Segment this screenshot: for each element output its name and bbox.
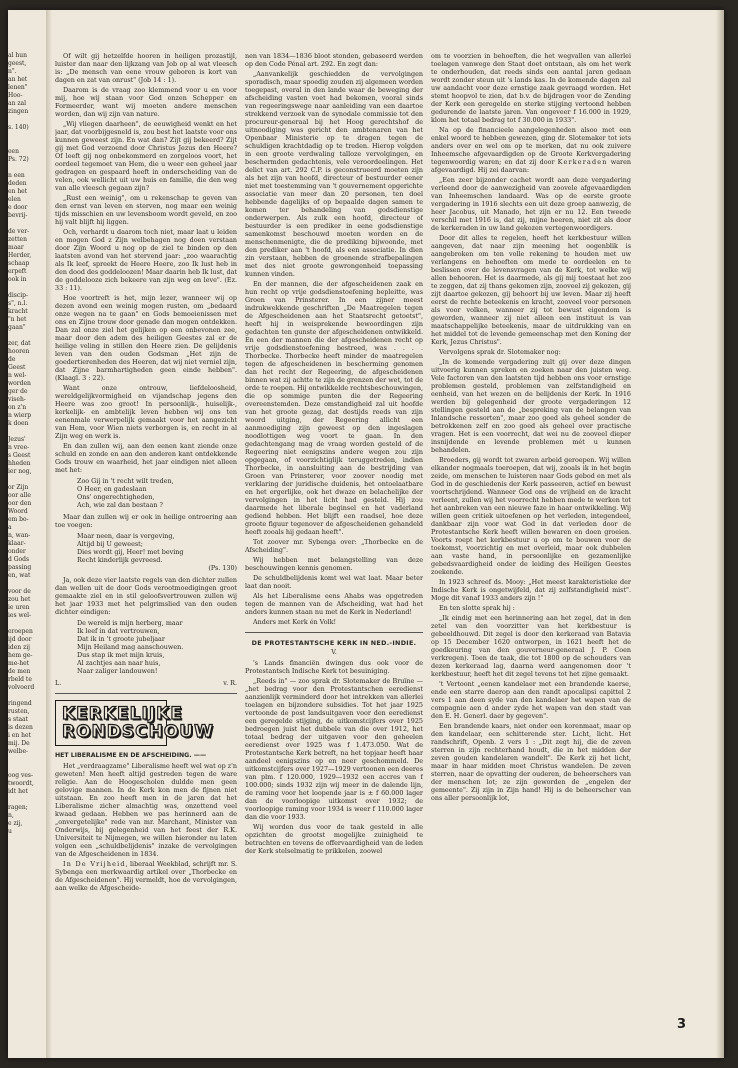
fragment-line: geest, [8, 60, 27, 67]
fragment-line: lenen" [8, 84, 28, 91]
poem-line: De wereld is mijn herberg, maar [77, 619, 183, 627]
poem-line: Mijn Heiland mag aanschouwen. [77, 643, 184, 651]
fragment-line: gaan" [8, 324, 26, 331]
fragment-line: oog ves- [8, 772, 34, 779]
masthead-line-1: KERKELIJKE [62, 704, 183, 724]
fragment-line: eroepen [8, 628, 33, 635]
fragment-line: de [8, 356, 16, 363]
fragment-line: or Zijn [8, 484, 29, 491]
fragment-line: Geest [8, 364, 26, 371]
fragment-line: ie uren [8, 604, 30, 611]
paragraph: Want onze ontrouw, liefdeloosheid, wereldgelijkvormigheid en vijandschap jegens den Heere was zoo groot! In persoonlijk-, huiselijk-, kerkelijk- en ambtelijk leven hebben wij ons ten eenenmale verwerpelijk gemaakt voor het aangezicht van Hem, voor Wien niets verborgen is, en recht in al Zijn weg en werk is. [55, 384, 237, 440]
fragment-line: e door [8, 204, 28, 211]
fragment-line [8, 428, 44, 436]
fragment-line: voor de [8, 588, 31, 595]
fragment-line: ier nog, [8, 468, 32, 475]
fragment-line: schaap [8, 260, 30, 267]
fragment-line: mij. De [8, 740, 30, 747]
fragment-line: idt het [8, 788, 28, 795]
paragraph: Het „verdraagzame" Liberalisme heeft wel wat op z'n geweten! Men heeft altijd gestreden tegen de ware religie. Aan de Hoogescholen duldde men geen gelovige mannen. In de Kerk kon men de fijnen niet uitstaan. En zoo heeft men in de jaren dat het Liberalisme zicher almachtig was, onzettend veel kwaad gedaan. Hebben we pas herinnerd aan de „onvergetelijke" rede van mr. Marchant, Minister van Onderwijs, bij gelegenheid van het feest der R.K. Universiteit te Nijmegen, we willen hieronder nu laten volgen een „schuldbelijdenis" inzake de vervolgingen van de Afgescheidenen in 1834. [55, 762, 237, 858]
fragment-line: rusten, [8, 708, 30, 715]
fragment-line: s Geest [8, 452, 31, 459]
fragment-line: de ver- [8, 228, 30, 235]
poem-stanza-1 [77, 477, 237, 509]
fragment-line: twoordt, [8, 780, 34, 787]
poem-line: Zoo Gij in 't recht wilt treden, [77, 477, 174, 485]
fragment-line: Ps. 72) [8, 156, 29, 163]
signature-initial: L. [55, 679, 62, 687]
paragraph: Ja, ook deze vier laatste regels van den dichter zullen dan wellen uit de door Gods verootmoedigingen groot gemaakte ziel en in stil geloofsvertrouwen zullen wij het jaar 1933 met het pelgrimslied van den ouden dichter eindigen: [55, 576, 237, 616]
fragment-line: en, wat [8, 572, 31, 579]
fragment-line: n". [8, 68, 17, 75]
fragment-line [8, 620, 44, 628]
paragraph: Door dit alles te regelen, heeft het kerkbestuur willen aangeven, dat naar zijn meening het oogenblik is aangebroken om ten volle rekening te houden met uw verlangens en behoeften om mede te oordeelen en te beslissen over de levensvragen van de Kerk, tot welke wij allen behooren. Het is daarmede, als gij mij toestaat het zoo te zeggen, dat zij thans gekomen zijn, zooveel zij gekozen, gij zijt daartoe gekozen, gij behoort bij uw leven. Maar zij heeft eerst de rechte beteekenis en kracht, zooveel voor personen als voor volken, wanneer zij tot bewust eigendom is geworden, wanneer zij niet alleen een instituut is van maatschappelijke beteekenis, maar de uitdrukking van en het middel tot de levende gemeenschap met den Koning der Kerk, Jezus Christus". [431, 234, 631, 346]
fragment-line: s staat [8, 716, 29, 723]
fragment-line: hheden [8, 460, 31, 467]
fragment-line: me-het [8, 660, 30, 667]
fragment-line: e zij, [8, 820, 23, 827]
paragraph: En ten slotte sprak hij : [439, 604, 515, 612]
fragment-line: u [8, 828, 12, 835]
divider [245, 632, 423, 633]
fragment-line: onder [8, 548, 26, 555]
paragraph: Broeders, gij wordt tot zwaren arbeid geroepen. Wij willen elkander nogmaals toeroepen, dat wij, zooals ik in het begin zeide, om menschen te luisteren naar Gods gebod en met als God in de geschiedenis der Kerk passeeren, actief en bewust voortschrijdend. Wanneer God ons de vrijheid en de kracht verleent, zullen wij het voorrecht hebben mede te werken tot het aanbreken van een nieuwe faze in haar ontwikkeling. Wij willen geen critiek uitoefenen op het verleden, integendeel, dankbaar zijn voor wat God in dat verleden door de Protestantsche Kerk heeft willen bewaren en doen groeien. Voorts roept het kerkbestuur u op om te bouwen voor de toekomst, voorzichtig en met overleid, maar ook dubbelen aan vaste hand, in persoonlijke en gezamenlijke gebedsvaardigheid onder de leiding des Heiligen Geestes zoekende. [431, 456, 631, 576]
fragment-line [8, 764, 44, 772]
fragment-line [8, 116, 44, 124]
fragment-line: klaar- [8, 540, 26, 547]
fragment-line: ragen; [8, 804, 28, 811]
author-signature [55, 679, 237, 687]
paragraph: Maar dan zullen wij er ook in heilige ontroering aan toe voegen: [55, 513, 237, 529]
fragment-line: n een [8, 172, 25, 179]
fragment-line: d Gods [8, 556, 30, 563]
poem-stanza-2 [77, 532, 237, 572]
previous-page-column-fragment [8, 52, 44, 1042]
fragment-line: is dezen [8, 724, 33, 731]
poem-line: Ik leef in dat vertrouwen, [77, 627, 160, 635]
page-edge-shadow [716, 10, 724, 1058]
paragraph: nen van 1834—1836 bloot stonden, gebaseerd werden op den Code Pénal art. 292. En zegt dan: [245, 52, 423, 68]
poem-line: Maar neen, daar is vergeving, [77, 532, 175, 540]
paragraph: De schuldbelijdenis komt wel wat laat. Maar beter laat dan nooit. [245, 574, 423, 590]
fragment-line: zer, dat [8, 340, 31, 347]
article-subheading: HET LIBERALISME EN DE AFSCHEIDING. —— [55, 752, 207, 759]
publication-name: In De Vrijheid [63, 860, 126, 868]
paragraph: Of wilt gij hetzelfde hooren in heiligen prozastijl, luister dan naar den lijkzang van Job op al wat vleesch is: „De mensch van eene vrouw geboren is kort van dagen en zat van onrust" (Job 14 : 1). [55, 52, 237, 84]
paragraph: Anders met Kerk én Volk! [253, 618, 337, 626]
paragraph: 's Lands financiën dwingen dus ook voor de Protestantsch Indische Kerk tot besuiniging. [245, 659, 423, 675]
fragment-line: n wel- [8, 372, 27, 379]
fragment-line: al hun [8, 52, 27, 59]
paragraph: „Aanvankelijk geschiedden de vervolgingen sporadisch, maar spoedig zouden zij algemeen worden toegepast, overal in den lande waar de beweging der afscheiding vasten voet had bekomen, vooral sinds van regeeringswege naar aanleiding van een daartoe strekkend verzoek van de synodale commissie tot den procureur-generaal bij het Hoog gerechtshof de uitnoodiging was gericht den ambtenaren van het Openbaar Ministerie op te dragen tegen de schuldigen krachtdadig op te treden. Hierop volgden in een groote verdwaling talloze vervolgingen, en beschermden gedachtenis, vele veroordeelingen. Het delict van art. 292 C.P. is geconstrueerd moeten zijn als het zijn van hoofd, directeur of bestuurder eener niet met toestemming van 't gouvernement opgerichte associatie van meer dan 20 personen, ten doel hebbende dagelijks of op bepaalde dagen samen te komen ter behandeling van godsdienstige onderwerpen. Als zulk een hoofd, directeur of bestuurder is een prediker in eene godsdienstige samenkomst beschouwd moeten worden en de menschenmenigte, die de prediking bijwoonde, met den prediker aan 't hoofd, als een associatie. In dien zin verstaan, hebben de groenende strafbepalingen met des niet groote gewrongenheid toepassing kunnen vinden. [245, 70, 423, 278]
fragment-line: an het [8, 76, 28, 83]
fragment-line [8, 476, 44, 484]
fragment-line [8, 332, 44, 340]
divider [55, 693, 237, 694]
paragraph: Hoe voortreft is het, mijn lezer, wanneer wij op dezen avond een weinig mogen rusten, om „bedaard onze wegen na te gaan" en Gods bemoeienissen met ons en Zijne trouw door genade dan mogen ontdekken. Dan zal onze ziel het gelijken op een onbevonen zee, maar door den adem des heiligen Geestes zal er de heilige veling in stillen den Heere zien. De gelijdenis leven van den ouden Godsman „Het zijn de goedertierenheden des Heeren, dat wij niet verniel zijn, dat Zijne barmhartigheden geen einde hebben". (Klaagl. 3 : 22). [55, 294, 237, 382]
article-part-number: V. [331, 648, 337, 656]
paragraph-text: waren afgevaardigd. Hij zei daarvan: [431, 158, 631, 174]
paragraph: om te voorzien in behoeften, die het wegvallen van allerlei toelagen vanwege den Staat doet ontstaan, als om het werk te onderhouden, dat reeds sinds een aantal jaren gedaan wordt zonder steun uit 's lands kas. In de komende dagen zal uw aandacht voor deze ernstige zaak gevraagd worden. Het stemt hoopvol te zien, dat b.v. de bijdragen voor de Zending der Kerk een geregelde en sterke stijging vertoond hebben gedurende de laatste jaren. Van ongeveer f 16.000 in 1929, klom het totaal bedrag tot f 30.000 in 1933". [431, 52, 631, 124]
fragment-line: Hoo- [8, 92, 23, 99]
fragment-line [8, 796, 44, 804]
poem-line: Dies wordt gij, Heer! met beving [77, 548, 184, 556]
fragment-line [8, 692, 44, 700]
fragment-line: hooren [8, 348, 30, 355]
fragment-line [8, 580, 44, 588]
paragraph: „Rust een weinig", om u rekenschap te geven van den ernst van leven en sterven, nog maar een weinig tijds misschien en uw levensboom wordt geveld, en zoo hij valt blijft hij liggen. [55, 194, 237, 226]
fragment-line: bevrij- [8, 212, 28, 219]
fragment-line: a [8, 524, 12, 531]
binding-fold [46, 10, 52, 1058]
fragment-line: n, [8, 812, 14, 819]
fragment-line [8, 164, 44, 172]
paragraph: Vervolgens sprak dr. Slotemaker nog: [439, 348, 561, 356]
paragraph-text: , liberaal Weekblad, schrijft mr. S. Sybenga een merkwaardig artikel over „Thorbecke en de Afgescheidenen". Hij vermeldt, hoe de vervolgingen, aan welke de Afgescheide- [55, 860, 237, 892]
fragment-line: viseh- [8, 396, 26, 403]
paragraph: „Ik eindig met een herinnering aan het zegel, dat in den zetel van den voorzitter van het kerkbestuur is gebeeldhouwd. Dit zegel is door den kerkeraad van Batavia op 15 December 1620 ontworpen, in 1621 heeft het de goedkeuring van den gouverneur-generaal J. P. Coen verkregen). Toen de taak, die tot 1800 op de schouders van dezen kerkeraad lag, daarna werd aangenomen door 't kerkbestuur, heeft het dit zegel tevens tot het zijne gemaakt. [431, 614, 631, 678]
fragment-line: Jezus' [8, 436, 26, 443]
fragment-line: s", n.l. [8, 300, 28, 307]
poem-citation: (Ps. 130) [208, 564, 237, 572]
fragment-line: erpeft [8, 268, 27, 275]
fragment-line: maar [8, 244, 24, 251]
fragment-line: worden [8, 380, 31, 387]
fragment-line [8, 756, 44, 764]
fragment-line: ook in [8, 276, 27, 283]
paragraph: En dan zullen wij, aan den eenen kant ziende onze schuld en zonde en aan den anderen kant ontdekkende Gods trouw en waarheid, het jaar eindigen niet alleen met het: [55, 442, 237, 474]
fragment-line: ringend [8, 700, 32, 707]
fragment-line: em bo- [8, 516, 29, 523]
column-1 [55, 52, 237, 1042]
magazine-page [8, 10, 724, 1058]
section-masthead [55, 700, 214, 746]
fragment-line: n, wan- [8, 532, 31, 539]
poem-line: Recht kinderlijk gevreesd. [77, 556, 163, 564]
fragment-line: iden zij [8, 644, 31, 651]
fragment-line: oor den [8, 500, 32, 507]
masthead-line-2: RONDSCHOUW [62, 722, 214, 742]
emphasized-word: Kerkeraden [557, 158, 608, 166]
fragment-line: k doen [8, 420, 29, 427]
poem-line: Dus stap ik met mijn kruis, [77, 651, 165, 659]
fragment-line: passing [8, 564, 32, 571]
poem-line: Dat ik in 't groote jubeljaar [77, 635, 165, 643]
paragraph: Als het Liberalisme eens Ahabs was opgetreden tegen de mannen van de Afscheiding, wat had het anders kunnen staan nu met de Kerk in Nederland! [245, 592, 423, 616]
paragraph: En der mannen, die der afgescheidenen zaak en hun recht op vrije godsdienstoefening bepleitte, was Groen van Prinsterer. In een zijner meest indrukwekkende geschriften „De Maatregelen tegen de Afgescheidenen aan het Staatsrecht getoetst", heeft hij in weisprekende bewoordingen zijn gedachten ten gunste der afgescheidenen ontwikkeld. En een der mannen die der afgescheidenen recht op vrije godsdienstoefening bestreed, was . . . . Thorbecke. Thorbecke heeft minder de maatregelen tegen de afgescheidenen in bescherming genomen dan het recht der Regeering, de afgescheidenen binnen wat zij achtte te zijn de grenzen der wet, tot de orde te roepen. Hij ontwikkelde rechtsbeschouwingen, die op sommige punten die der Regeering overeenstemden. Deze omstandigheid zal uit hoofde van het groote gezag, dat destijds reeds van zijn woord uitging, der Regeering allicht een aanmoediging zijn geweest op den ingeslagen noodlottigen weg voort te gaan. In den gedachtengang mag de vraag worden gesteld of de Regeering niet eenigszins andere wegen zou zijn opgegaan, of voorzichtiglijk teruggetreden, indien Thorbecke, in aansluiting aan de bestrijding van Groen van Prinsterer, voor zoover noodig met verklaring der juridische duidenis, het ontoelaatbare en het ergerlijke, ook het dwaze en belachelijke der vervolgingen in het licht had gesteld. Hij zou daarmede het liberale beginsel en het vaderland gediend hebben. Het blijft een raadsel, hoe deze groote figuur tegenover de afgescheidenen gehandeld heeft zooals hij gedaan heeft". [245, 280, 423, 536]
fragment-line: Herder, [8, 252, 32, 259]
fragment-line: elen [8, 196, 21, 203]
paragraph: 't Vertoont „eenen kandelaer met een brandende kaerse, ende een starre daerop aan den randt apocalipsi capittel 2 vers 1 aan deen syde van den kandelaer het wapen van de compagnie aen d ander zyde het wapen van den stadt van den E. H. Generl. daer by gegeven". [431, 680, 631, 720]
fragment-line: an zal [8, 100, 27, 107]
signature-initials: v. R. [223, 679, 237, 687]
paragraph: Wij hebben met belangstelling van deze beschouwingen kennis genomen. [245, 556, 423, 572]
paragraph: „In de komende vergadering zult gij over deze dingen uitvoerig kunnen spreken en zoeken naar den juisten weg. Vele factoren van den laatsten tijd hebben ons voor ernstige problemen gesteld, problemen van zelfstandigheid en eenheid, van het wezen en de belijdenis der Kerk. In 1916 werden bij gelegenheid der groote vergaderingen 12 stellingen gesteld aan de „bespreking van de belangen van Inlandsche ressorten", maar zoo goed als geheel sonder de betrokkenen zelf en zoo goed als geheel over practische vragen. Het is een voorrecht, dat wei nu de zooveel dieper insnijdende en levende problemen mét u kunnen behandelen. [431, 358, 631, 454]
paragraph [431, 126, 631, 174]
fragment-line [8, 140, 44, 148]
fragment-line: s. 140) [8, 124, 29, 131]
fragment-line: n vree- [8, 444, 30, 451]
paragraph: Tot zoover mr. Sybenga over: „Thorbecke en de Afscheiding". [245, 538, 423, 554]
fragment-line: en het [8, 188, 28, 195]
fragment-line: welbe- [8, 748, 29, 755]
fragment-line: rbeld te [8, 676, 32, 683]
article-heading: DE PROTESTANTSCHE KERK IN NED.-INDIE. [251, 639, 417, 647]
fragment-line: i en het [8, 732, 31, 739]
fragment-line: discip- [8, 292, 28, 299]
paragraph: „Een zeer bijzonder cachet wordt aan deze vergadering verleend door de aanwezigheid van zoovele afgevaardigden van Inheemschen landaard. Was op de eerste groote vergadering in 1916 slechts een uit deze groep aanwezig, de heer Jacobus, uit Manado, het zijn er nu 12. Een tweede verschil met 1916 is, dat zij, mijne heeren, niet zit als door de kerkeraden in uw land gekozen vertegenwoordigers. [431, 176, 631, 232]
paragraph: Daarom is de vraag zoo klemmend voor u en voor mij, hoe wij staan voor God onzen Schepper en Formeerder, want wij moeten andere menschen worden, dan wij zijn van nature. [55, 86, 237, 118]
column-2 [245, 52, 423, 1042]
poem-line: Altijd bij U geweest; [77, 540, 143, 548]
paragraph: Wij worden dus voor de taak gesteld in alle opzichten de grootst mogelijke zuinigheid te betrachten en tevens de offervaardigheid van de leden der Kerk stelselmatig te prikkelen, zoowel [245, 823, 423, 855]
poem-line: Naar zaliger landouwen! [77, 667, 158, 675]
paragraph: In 1923 schreef ds. Mooy: „Het meest karakteristieke der Indische Kerk is ongetwijfeld, dat zij zelfstandigheid mist". Moge dit vanaf 1933 anders zijn !" [431, 578, 631, 602]
fragment-line: ger de [8, 388, 28, 395]
fragment-line: volvoerd [8, 684, 35, 691]
poem-stanza-3 [77, 619, 237, 675]
fragment-line: Woord [8, 508, 28, 515]
paragraph: „Wij vliegen daarheen", de eeuwigheid wenkt en het jaar, dat voorbijgesneld is, zou best het laatste voor ons kunnen geweest zijn. En wat dan? Zijt gij bekeerd? Zijt gij met God verzoend door Christus Jezus den Heere? Of leeft gij nog onbekommerd en zorgeloos voort, het oordeel tegemoet van Hem, die u weer een geheel jaar gedragen en gespaard heeft in onderscheiding van de velen, ook wellicht uit uw huis en familie, die den weg van alle vleesch gegaan zijn? [55, 120, 237, 192]
paragraph-text: Na op de financieele aangelegenheden alsoo met een enkel woord te hebben gewezen, ging dr. Slotemaker tot iets anders over en wel om op te merken, dat nu ook zuivere Inheemsche afgevaardigden op de Groote Kerkvergadering tegenwoordig waren; en dat zij door [431, 126, 631, 166]
fragment-line: deden [8, 180, 27, 187]
poem-line: Al zachtjes aan naar huis, [77, 659, 161, 667]
poem-line: Ach, wie zal dan bestaan ? [77, 501, 163, 509]
fragment-line: on z'n [8, 404, 27, 411]
fragment-line: zou het [8, 596, 31, 603]
fragment-line: kracht [8, 308, 28, 315]
fragment-line: hem ge- [8, 652, 33, 659]
fragment-line: ijd door [8, 636, 32, 643]
paragraph [55, 860, 237, 892]
fragment-line: de men [8, 668, 31, 675]
paragraph: Och, verhardt u daarom toch niet, maar laat u leiden en mogen God z Zijn welbehagen nog doen verstaan door Zijn Woord u nog op de ziel te binden op den laatsten avond van het stervend jaar: „zoo waarachtig als Ik leef, spreekt de Heere Heere, zoo Ik lust heb in den dood des goddeloozen! Maar daarin heb Ik lust, dat de goddelooze zich bekeere van zijn weg en leve". (Ez. 33 : 11). [55, 228, 237, 292]
fragment-line: zingen [8, 108, 29, 115]
fragment-line: oor alle [8, 492, 31, 499]
fragment-line: zetten [8, 236, 27, 243]
paragraph: Een brandende kaars, niet onder een korenmaat, maar op den kandelaar, een schitterende ster. Licht, licht. Het randschrift, Openb. 2 vers 1 : „Dit zegt hij, die de zeven sterren in zijn rechterhand houdt, die in het midden der zeven gouden kandelaren wandelt". De Kerk zij het licht, maar in haar midden moet Christus wandelen. De zeven sterren, naar de opvatting der ouderen, de beheerschers van der menschen lot; ze zijn geworden de „engelen der gemeente". Zij zijn in Zijn hand! Hij is de beheerscher van ons aller persoonlijk lot, [431, 722, 631, 802]
poem-line: Ons' ongerechtigheden, [77, 493, 155, 501]
fragment-line: "n het [8, 316, 27, 323]
column-3 [431, 52, 631, 1042]
fragment-line [8, 132, 44, 140]
fragment-line: n wierp [8, 412, 32, 419]
fragment-line: ies wel- [8, 612, 32, 619]
fragment-line: een [8, 148, 19, 155]
fragment-line [8, 220, 44, 228]
paragraph: „Reeds in" — zoo sprak dr. Slotemaker de Bruïne — „het bedrag voor den Protestantschen eeredienst aanzienlijk verminderd door het intrekken van allerlei toelagen en bijzondere subsidies. Tot het jaar 1925 vertoonde de post landsuitgaven voor den eeredienst een geregelde stijging, de uitkomstcijfers over 1925 bedroegen juist het dubbele van die over 1912, het totaal bedrag der uitgaven voor den geheelen eeredienst over 1925 was f 1.473.050. Wat de Protestantsche Kerk betreft, na het topjaar heeft haar aandeel eenigszins op en neer geschommeld. De uitkomstcijfers over 1927—1929 vertoonen een deeres van plm. f 120.000, 1929—1932 een accres van f 100.000; sinds 1932 zijn wij meer in de dalende lijn, de raming voor het loopende jaar is ± f 60.000 lager dan de voorloopige uitkomst over 1932; de voorloopige raming voor 1934 is weer f 110.000 lager dan die voor 1933. [245, 677, 423, 821]
poem-line: O Heer, en gadeslaan [77, 485, 147, 493]
fragment-line [8, 284, 44, 292]
page-number: 3 [676, 1017, 686, 1032]
